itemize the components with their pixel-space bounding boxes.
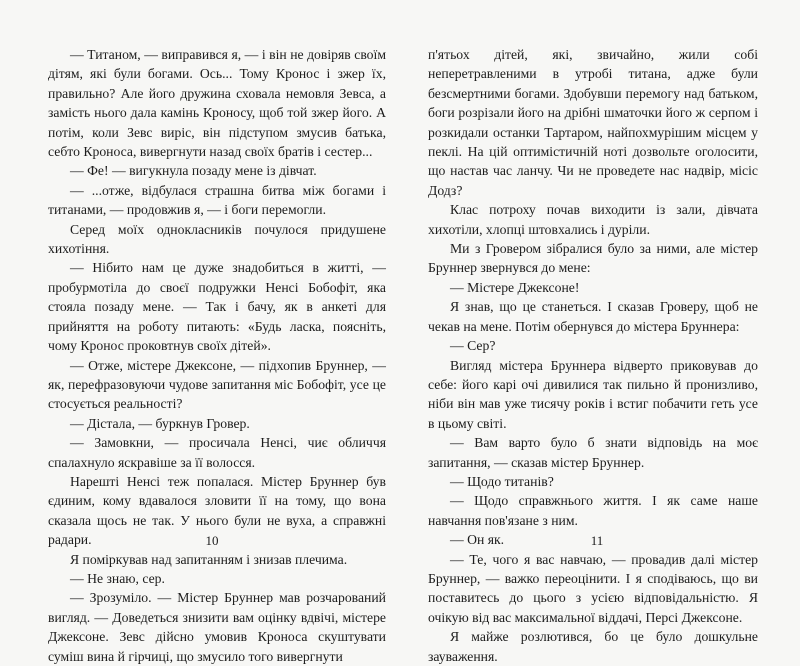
paragraph: — Зрозуміло. — Містер Бруннер мав розчарований вигляд. — Доведеться знизити вам оцінку вдвічі, містере Джексоне. Зевс дійсно умовив Кроноса скуштувати суміш вина й гірчиці, що змусило того вивергнути [48,590,386,664]
paragraph: — Отже, містере Джексоне, — підхопив Бруннер, — як, перефразовуючи чудове запитання міс Бобофіт, усе це стосується реальності? [48,357,386,412]
page-number-right: 11 [590,533,604,548]
paragraph: Я поміркував над запитанням і знизав плечима. [70,551,348,567]
paragraph: п'ятьох дітей, які, звичайно, жили собі неперетравленими в утробі титана, адже були безсмертними богами. Здобувши перемогу над батьком, боги розрізали його на дрібні шматочки його ж серпом і розкидали останки Тартаром, найпохмурішим місцем у пеклі. На цій оптимістичній ноті дозвольте оголосити, що настав час ланчу. Чи не проведете нас надвір, місіс Додз? [428,47,758,198]
right-page-text [428,45,758,666]
paragraph: — Фе! — вигукнула позаду мене із дівчат. [70,163,317,179]
paragraph: — Сер? [450,338,496,354]
paragraph: Вигляд містера Бруннера відверто приковував до себе: його карі очі дивилися так пильно й пронизливо, ніби він мав уже тисячу років і встиг побачити геть усе в цьому світі. [428,357,758,431]
paragraph: — ...отже, відбулася страшна битва між богами і титанами, — продовжив я, — і боги перемогли. [48,182,386,218]
paragraph: — Замовкни, — просичала Ненсі, чиє обличчя спалахнуло яскравіше за її волосся. [48,435,386,470]
paragraph: — Вам варто було б знати відповідь на моє запитання, — сказав містер Бруннер. [428,435,758,470]
paragraph: — Щодо титанів? [450,473,554,489]
paragraph: — Те, чого я вас навчаю, — провадив далі містер Бруннер, — важко переоцінити. І я сподіваюсь, що ви поставитесь до цього з усією відповідальністю. Я очікую від вас максимальної віддачі, Персі Джексоне. [428,551,758,625]
paragraph: — Титаном, — виправився я, — і він не довіряв своїм дітям, які були богами. Ось... Тому Кронос і зжер їх, правильно? Але його дружина сховала немовля Зевса, а замість нього дала камінь Кроносу, щоб той зжер його. А потім, коли Зевс виріс, він підступом змусив батька, себто Кроноса, вивергнути назад своїх братів і сестер... [48,47,386,160]
paragraph: — Містере Джексоне! [450,279,580,295]
paragraph: — Дістала, — буркнув Гровер. [70,415,250,431]
paragraph: — Щодо справжнього життя. І як саме наше навчання пов'язане з ним. [428,493,758,528]
paragraph: Я знав, що це станеться. І сказав Гроверу, щоб не чекав на мене. Потім обернувся до містера Бруннера: [428,299,758,334]
paragraph: Серед моїх однокласників почулося придушене хихотіння. [48,221,386,257]
paragraph: — Не знаю, сер. [70,570,165,586]
left-page-text [48,45,386,666]
paragraph: — Он як. [450,532,505,548]
paragraph: Клас потроху почав виходити із зали, дівчата хихотіли, хлопці штовхались і дуріли. [428,202,758,237]
paragraph: Ми з Гровером зібралися було за ними, але містер Бруннер звернувся до мене: [428,241,758,276]
page-number-left: 10 [205,533,219,548]
paragraph: Я майже розлютився, бо це було дошкульне зауваження. [428,629,758,664]
paragraph: Нарешті Ненсі теж попалася. Містер Бруннер був єдиним, кому вдавалося зловити її на тому, що вона сказала щось не так. У нього були не вуха, а справжні радари. [48,473,386,548]
paragraph: — Нібито нам це дуже знадобиться в житті, — пробурмотіла до своєї подружки Ненсі Бобофіт, яка стояла позаду мене. — Так і бачу, як в анкеті для прийняття на роботу питають: «Будь ласка, поясніть, чому Кронос проковтнув своїх дітей». [48,260,386,354]
